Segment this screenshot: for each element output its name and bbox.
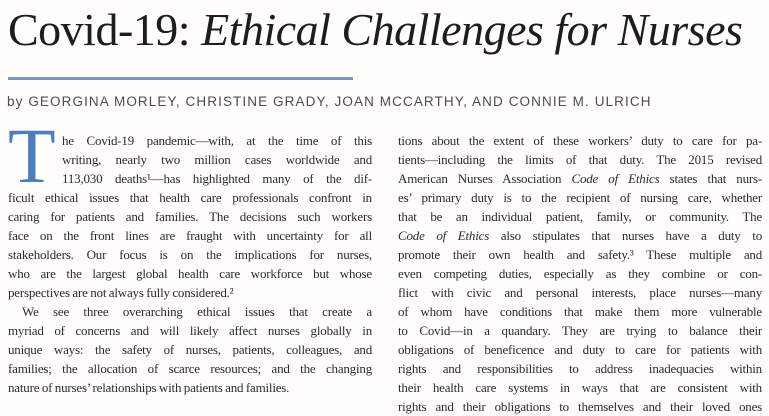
text-line: obligations of beneficence and duty to care for patients with (398, 342, 762, 357)
text-line: promote their own health and safety.³ These multiple and (398, 247, 762, 262)
text-line: that be an individual patient, family, or community. The (398, 209, 762, 224)
text-line: rights and their obligations to themselves and their loved ones (398, 399, 762, 414)
text-line: of whom have conditions that make them more vulnerable (398, 304, 762, 319)
byline-authors: GEORGINA MORLEY, CHRISTINE GRADY, JOAN MCCARTHY, AND CONNIE M. ULRICH (28, 94, 652, 109)
text-line: ficult ethical issues that health care professionals confront in (8, 190, 372, 205)
article-body (8, 112, 763, 416)
text-line: writing, nearly two million cases worldwide and (62, 152, 372, 167)
byline-prefix: by (7, 94, 29, 109)
text-line: perspectives are not always fully considered.² (8, 285, 234, 300)
text-line: American Nurses Association Code of Ethics states that nurs- (398, 171, 763, 186)
right-column-text (398, 131, 762, 416)
drop-cap-letter: T (8, 112, 56, 199)
text-line: rights and responsibilities to address inadequacies within (398, 361, 762, 376)
article-title (8, 4, 742, 57)
text-line: to Covid—in a quandary. They are trying to balance their (398, 323, 762, 338)
left-column-text (8, 131, 372, 397)
title-roman-part: Covid-19: (8, 4, 202, 55)
text-line: flict with civic and personal interests, place nurses—many (398, 285, 762, 300)
drop-cap (8, 112, 62, 199)
text-line: even competing duties, especially as they combine or con- (398, 266, 762, 281)
text-line: families; the allocation of scarce resources; and the changing (8, 361, 372, 376)
left-column (8, 112, 372, 416)
text-line: face on the front lines are fraught with uncertainty for all (8, 228, 372, 243)
text-line: stakeholders. Our focus is on the implications for nurses, (8, 247, 372, 262)
text-line: es’ primary duty is to the recipient of nursing care, whether (398, 190, 762, 205)
text-line: who are the largest global health care workforce but whose (8, 266, 372, 281)
text-line: caring for patients and families. The decisions such workers (8, 209, 372, 224)
text-line: he Covid-19 pandemic—with, at the time of this (62, 133, 372, 148)
text-line: myriad of concerns and will likely affect nurses globally in (8, 323, 372, 338)
text-line: 113,030 deaths¹—has highlighted many of the dif- (62, 171, 372, 186)
right-column (398, 131, 762, 416)
text-line: tions about the extent of these workers’ duty to care for pa- (398, 133, 762, 148)
byline (7, 94, 652, 109)
text-line: unique ways: the safety of nurses, patients, colleagues, and (8, 342, 372, 357)
text-line: We see three overarching ethical issues that create a (22, 304, 372, 319)
text-line: Code of Ethics also stipulates that nurses have a duty to (398, 228, 762, 243)
title-italic-part: Ethical Challenges for Nurses (201, 4, 743, 55)
text-line: tients—including the limits of that duty. The 2015 revised (398, 152, 762, 167)
text-line: nature of nurses’ relationships with patients and families. (8, 380, 290, 395)
title-divider-rule (8, 77, 353, 80)
text-line: their health care systems in ways that are consistent with (398, 380, 762, 395)
